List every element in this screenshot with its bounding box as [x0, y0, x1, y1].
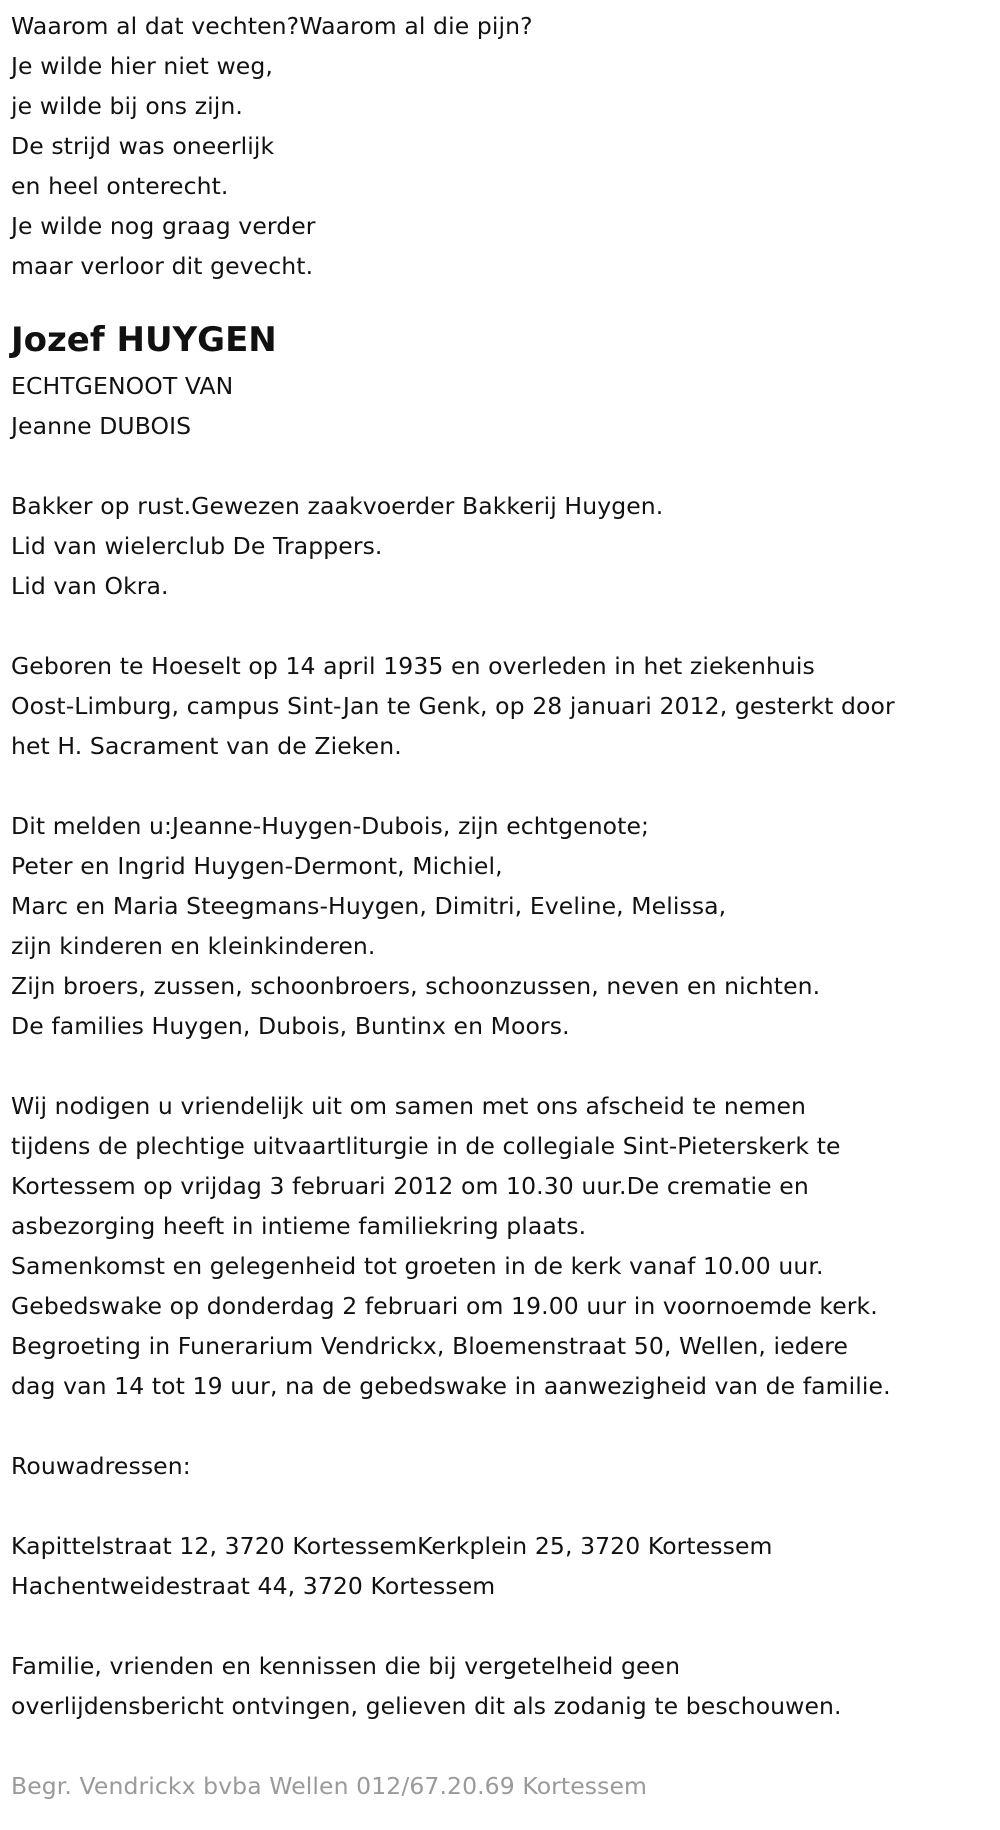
spacer — [11, 606, 996, 646]
birth-death-block — [11, 646, 996, 766]
spacer — [11, 1046, 996, 1086]
address-line: Kapittelstraat 12, 3720 KortessemKerkplein 25, 3720 Kortessem — [11, 1532, 773, 1560]
birth-death-line: Geboren te Hoeselt op 14 april 1935 en overleden in het ziekenhuis — [11, 652, 815, 680]
funeral-home-footer: Begr. Vendrickx bvba Wellen 012/67.20.69 Kortessem — [11, 1772, 648, 1800]
obituary-document — [11, 6, 996, 1806]
addresses-label: Rouwadressen: — [11, 1452, 191, 1480]
ceremony-line: tijdens de plechtige uitvaartliturgie in de collegiale Sint-Pieterskerk te — [11, 1132, 841, 1160]
family-line: Peter en Ingrid Huygen-Dermont, Michiel, — [11, 852, 503, 880]
ceremony-block — [11, 1086, 996, 1406]
relation-label: ECHTGENOOT VAN — [11, 372, 234, 400]
ceremony-line: Gebedswake op donderdag 2 februari om 19.00 uur in voornoemde kerk. — [11, 1292, 878, 1320]
ceremony-line: dag van 14 tot 19 uur, na de gebedswake in aanwezigheid van de familie. — [11, 1372, 891, 1400]
occupation-line: Lid van wielerclub De Trappers. — [11, 532, 383, 560]
address-line: Hachentweidestraat 44, 3720 Kortessem — [11, 1572, 496, 1600]
closing-line: overlijdensbericht ontvingen, gelieven dit als zodanig te beschouwen. — [11, 1692, 842, 1720]
family-line: Dit melden u:Jeanne-Huygen-Dubois, zijn echtgenote; — [11, 812, 650, 840]
spacer — [11, 286, 996, 314]
spacer — [11, 766, 996, 806]
family-line: Marc en Maria Steegmans-Huygen, Dimitri, Eveline, Melissa, — [11, 892, 727, 920]
poem — [11, 6, 996, 286]
poem-line: en heel onterecht. — [11, 172, 229, 200]
poem-line: maar verloor dit gevecht. — [11, 252, 314, 280]
family-line: Zijn broers, zussen, schoonbroers, schoonzussen, neven en nichten. — [11, 972, 821, 1000]
deceased-name: Jozef HUYGEN — [11, 320, 277, 360]
closing-line: Familie, vrienden en kennissen die bij vergetelheid geen — [11, 1652, 681, 1680]
poem-line: De strijd was oneerlijk — [11, 132, 275, 160]
poem-line: je wilde bij ons zijn. — [11, 92, 243, 120]
deceased-block — [11, 314, 996, 446]
closing-block — [11, 1646, 996, 1726]
family-line: zijn kinderen en kleinkinderen. — [11, 932, 376, 960]
poem-line: Waarom al dat vechten?Waarom al die pijn? — [11, 12, 533, 40]
occupation-block — [11, 486, 996, 606]
birth-death-line: het H. Sacrament van de Zieken. — [11, 732, 402, 760]
spacer — [11, 1486, 996, 1526]
ceremony-line: Begroeting in Funerarium Vendrickx, Bloemenstraat 50, Wellen, iedere — [11, 1332, 849, 1360]
birth-death-line: Oost-Limburg, campus Sint-Jan te Genk, op 28 januari 2012, gesterkt door — [11, 692, 895, 720]
poem-line: Je wilde nog graag verder — [11, 212, 316, 240]
ceremony-line: Kortessem op vrijdag 3 februari 2012 om 10.30 uur.De crematie en — [11, 1172, 809, 1200]
poem-line: Je wilde hier niet weg, — [11, 52, 273, 80]
family-line: De families Huygen, Dubois, Buntinx en Moors. — [11, 1012, 570, 1040]
occupation-line: Bakker op rust.Gewezen zaakvoerder Bakkerij Huygen. — [11, 492, 664, 520]
spacer — [11, 1606, 996, 1646]
spacer — [11, 1726, 996, 1766]
ceremony-line: Wij nodigen u vriendelijk uit om samen met ons afscheid te nemen — [11, 1092, 807, 1120]
spacer — [11, 1406, 996, 1446]
addresses-block — [11, 1446, 996, 1606]
occupation-line: Lid van Okra. — [11, 572, 169, 600]
ceremony-line: Samenkomst en gelegenheid tot groeten in de kerk vanaf 10.00 uur. — [11, 1252, 824, 1280]
spouse-name: Jeanne DUBOIS — [11, 412, 192, 440]
ceremony-line: asbezorging heeft in intieme familiekring plaats. — [11, 1212, 587, 1240]
spacer — [11, 446, 996, 486]
family-block — [11, 806, 996, 1046]
